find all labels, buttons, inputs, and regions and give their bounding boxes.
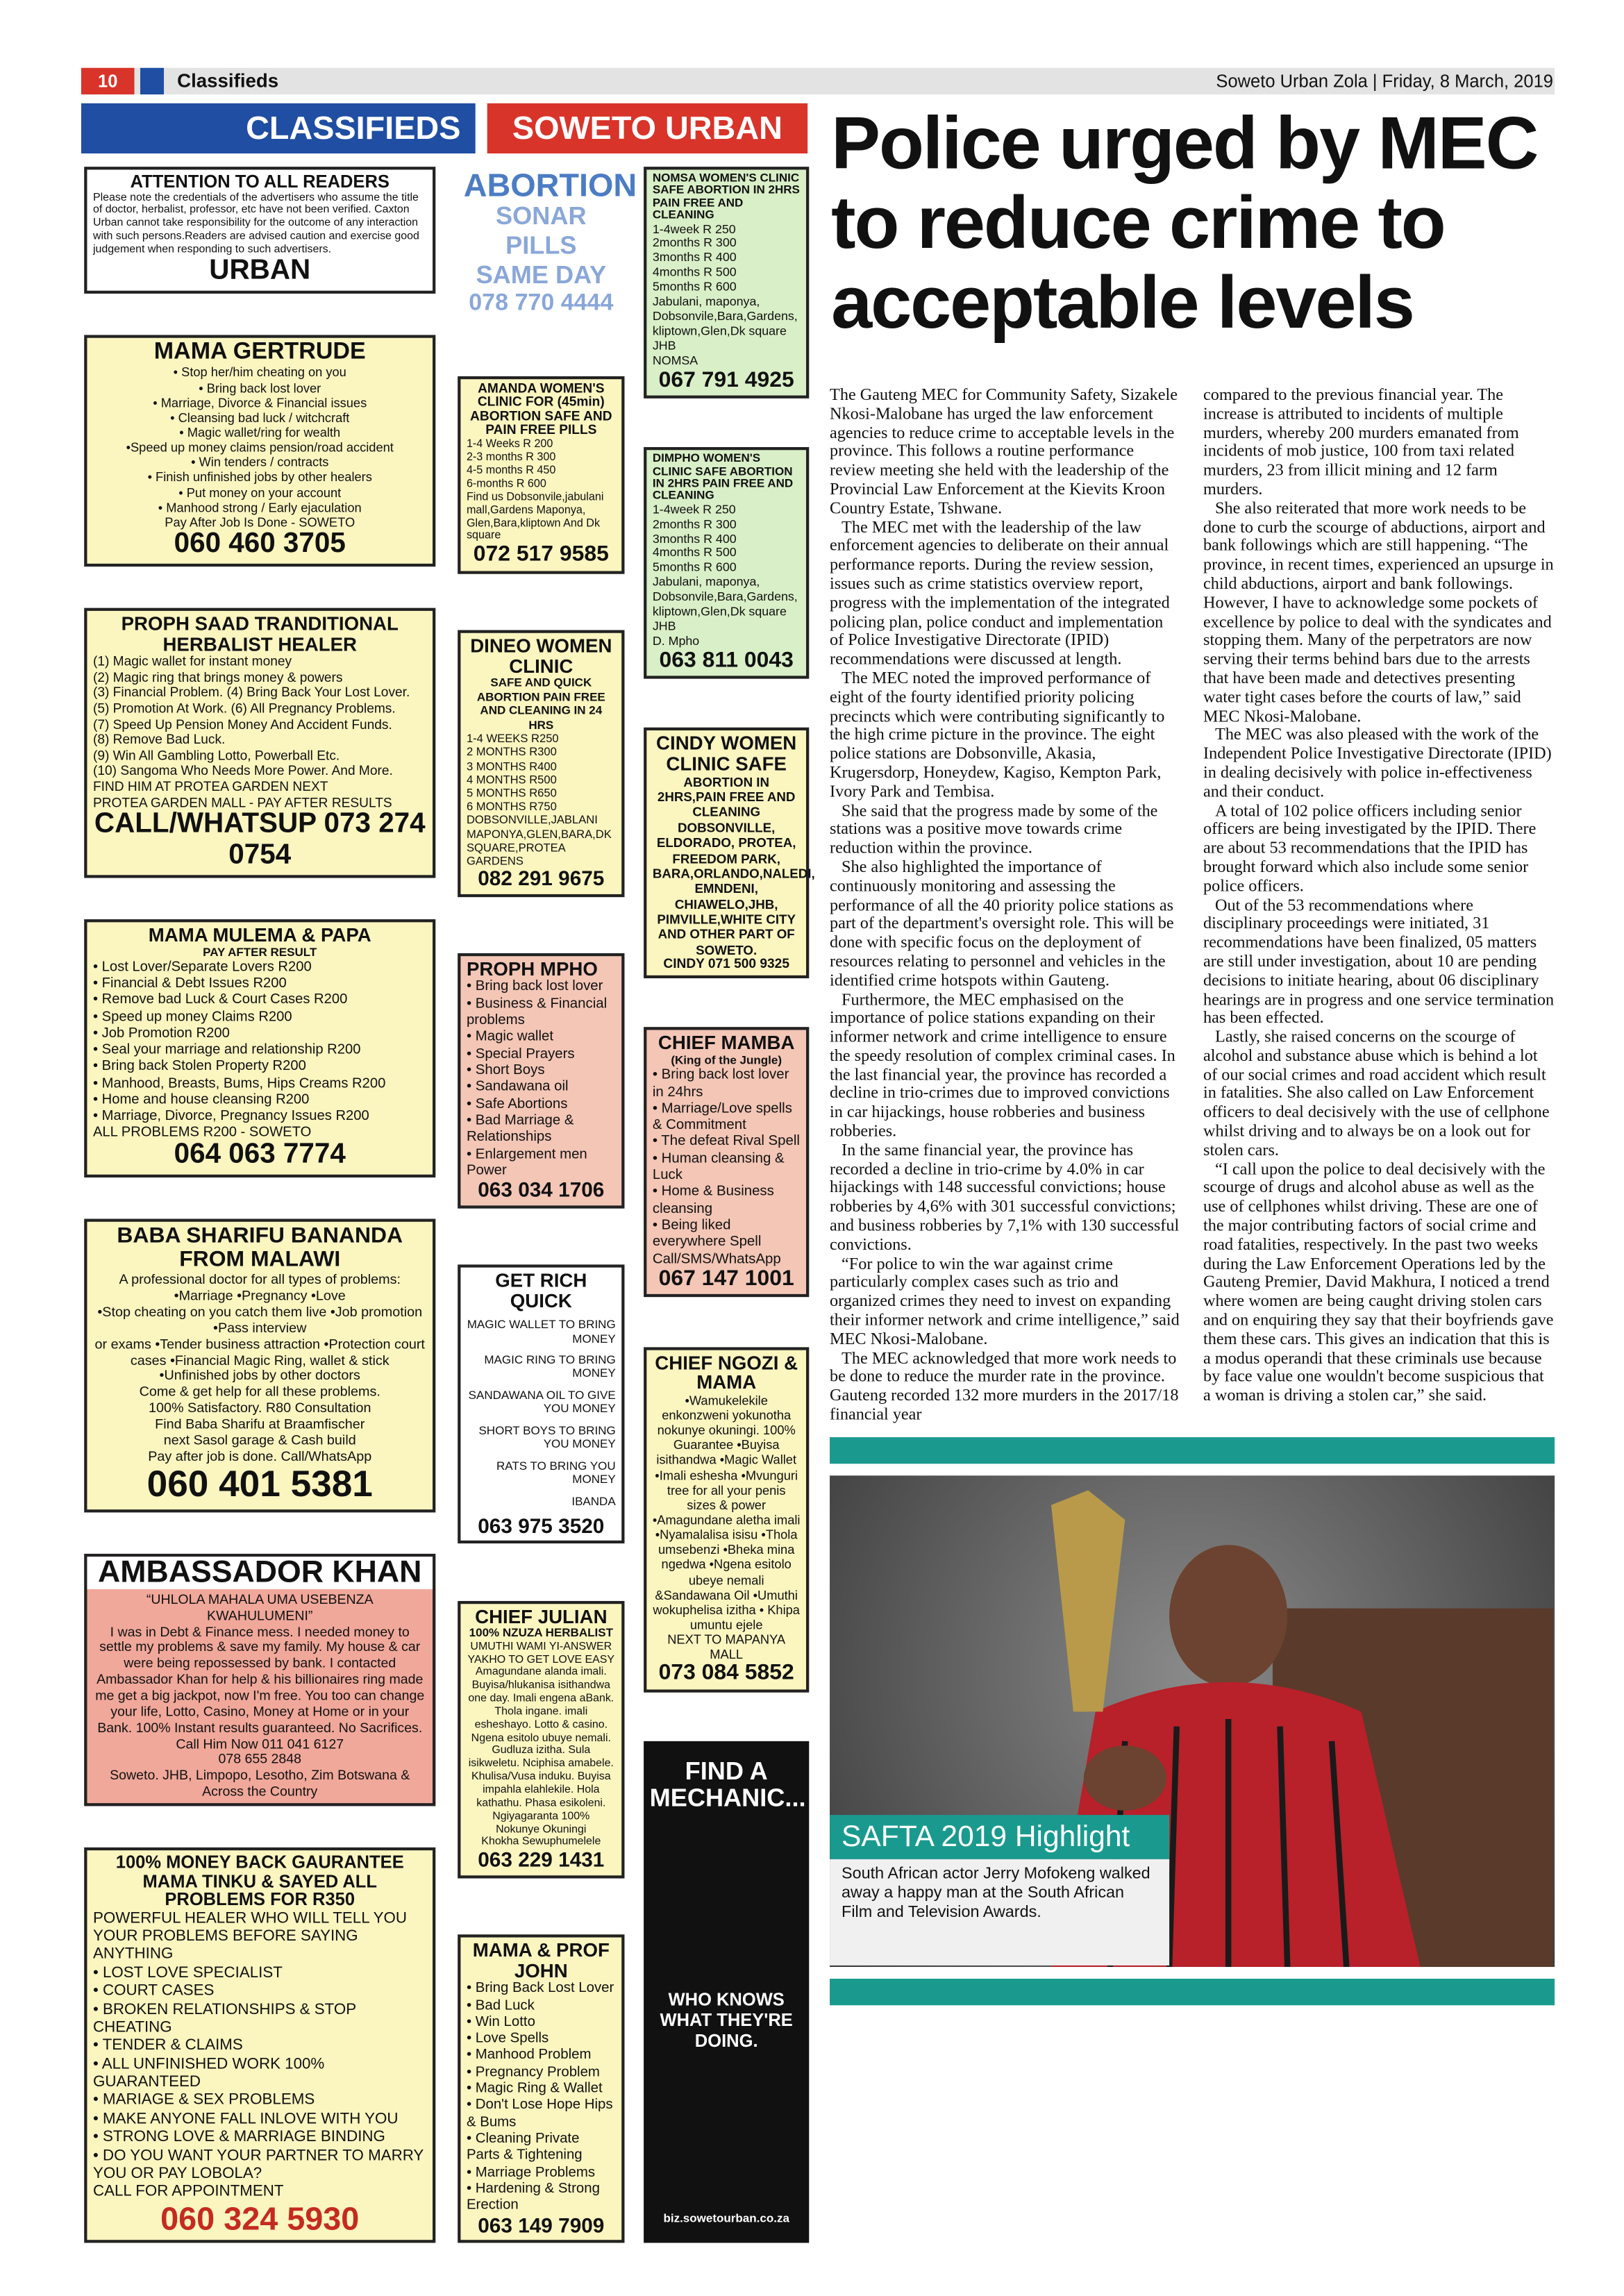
ad-line: • Financial & Debt Issues R200	[92, 975, 287, 992]
ad-phone: 063 149 7909	[478, 2213, 605, 2237]
ad-julian	[458, 1600, 624, 1877]
ad-title: CHIEF MAMBA	[658, 1031, 795, 1054]
ad-line: • Cleansing bad luck / witchcraft	[170, 410, 350, 425]
article-paragraph: The MEC acknowledged that more work needs to be done to reduce the murder rate in the province. Gauteng recorded 132 more murders in the 2017/18 financial year	[830, 1349, 1179, 1424]
ad-line: 4months R 500	[652, 265, 737, 280]
article-paragraph: “For police to win the war against crime particularly complex cases such as trio and organized crimes they need to invest on expanding their informer network and crime intelligence,” said MEC Nkosi-Malobane.	[830, 1255, 1180, 1349]
ad-line: Pay after job is done. Call/WhatsApp	[148, 1449, 372, 1464]
ad-line: • Enlargement men Power	[466, 1146, 587, 1179]
ad-line: Call/SMS/WhatsApp	[652, 1250, 781, 1267]
ad-line: ABORTION IN 2HRS,PAIN FREE AND CLEANING	[657, 774, 796, 820]
ad-line: Pay After Job Is Done - SOWETO	[165, 514, 355, 530]
ad-line: • Love Spells	[466, 2030, 549, 2047]
ad-line: CALL FOR APPOINTMENT	[92, 2183, 284, 2201]
ad-phone: CINDY 071 500 9325	[663, 956, 789, 971]
ad-line: SONAR	[496, 202, 587, 231]
ad-mamba	[644, 1028, 809, 1298]
ad-abortion	[458, 167, 637, 319]
ad-line: 2 MONTHS R300	[466, 746, 557, 760]
ad-line: Please note the credentials of the advertisers who assume the title of doctor, herbalist, professor, etc have not been verified. Caxton Urban cannot take responsibility for the outcome of any interaction with such persons.Readers are advised caution and exercise good judgement when responding to such advertisers.	[92, 190, 419, 255]
ad-line: • Safe Abortions	[466, 1096, 568, 1112]
ad-phone: biz.sowetourban.co.za	[663, 2212, 789, 2226]
ad-line: • Manhood strong / Early ejaculation	[158, 499, 362, 515]
ad-line: next Sasol garage & Cash build	[163, 1433, 356, 1448]
ad-mpho	[458, 953, 624, 1208]
ad-title: GET RICH QUICK	[495, 1268, 587, 1312]
article-column-2	[1203, 387, 1555, 1425]
ad-phone: 060 401 5381	[147, 1464, 373, 1506]
ad-line: • Speed up money Claims R200	[92, 1009, 292, 1025]
ad-line: • Marriage, Divorce & Financial issues	[153, 395, 367, 410]
ad-line: • STRONG LOVE & MARRIAGE BINDING	[92, 2128, 385, 2146]
ad-line: • DO YOU WANT YOUR PARTNER TO MARRY YOU OR PAY LOBOLA?	[92, 2146, 424, 2183]
ad-mulema	[84, 919, 435, 1178]
ad-line: 1-4week R 250	[652, 501, 736, 517]
ad-subtitle: (King of the Jungle)	[671, 1053, 782, 1067]
ad-subtitle: PAY AFTER RESULT	[203, 945, 317, 959]
ad-line: (2) Magic ring that brings money & powers	[92, 669, 343, 685]
soweto-urban-banner: SOWETO URBAN	[487, 103, 807, 153]
ad-line: • Bad Marriage & Relationships	[466, 1112, 574, 1146]
ad-title: NOMSA WOMEN'S CLINIC SAFE ABORTION IN 2HRS PAIN FREE AND CLEANING	[652, 171, 800, 222]
ad-line: • LOST LOVE SPECIALIST	[92, 1963, 283, 1981]
ad-title: DINEO WOMEN CLINIC	[470, 635, 612, 678]
ad-line: 2-3 months R 300	[466, 449, 556, 463]
ad-line: • Bring back lost lover in 24hrs	[652, 1067, 789, 1100]
ad-line: • Marriage, Divorce, Pregnancy Issues R200	[92, 1107, 369, 1125]
article-paragraph: She said that the progress made by some of the stations was a positive move towards crime reduction within the province.	[830, 802, 1158, 858]
ad-line: DOBSONVILLE, ELDORADO, PROTEA, FREEDOM PARK, BARA,ORLANDO,NALEDI, EMNDENI, CHIAWELO,JHB, PIMVILLE,WHITE CITY AND OTHER PART OF SOWETO.	[652, 820, 815, 957]
ad-phone: 067 147 1001	[658, 1266, 794, 1291]
ad-line: • The defeat Rival Spell	[652, 1134, 800, 1150]
ad-khan	[84, 1553, 435, 1806]
ads-column-3	[644, 167, 815, 2243]
ad-title: BABA SHARIFU BANANDA FROM MALAWI	[117, 1223, 403, 1272]
ad-line: 2months R 300	[652, 235, 737, 251]
ad-line: • Being liked everywhere Spell	[652, 1217, 762, 1250]
ad-line: (8) Remove Bad Luck.	[92, 732, 226, 747]
ads-column-1	[84, 167, 435, 2243]
ad-line: 1-4 Weeks R 200	[466, 436, 553, 450]
divider-bar	[830, 1437, 1555, 1464]
ad-line: Nokunye Okuningi	[496, 1821, 587, 1835]
article-column-1	[830, 387, 1181, 1425]
ad-line: • Home & Business cleansing	[652, 1184, 774, 1217]
ad-line: IBANDA	[571, 1493, 616, 1508]
ad-title: CHIEF JULIAN	[475, 1604, 608, 1627]
ad-line: • Don't Lose Hope Hips & Bums	[466, 2097, 613, 2131]
ad-line: UMUTHI WAMI YI-ANSWER YAKHO TO GET LOVE EASY	[467, 1639, 615, 1666]
ad-line: Khokha Sewuphumelele	[481, 1834, 601, 1848]
ad-title: ATTENTION TO ALL READERS	[130, 171, 390, 192]
photo-caption: South African actor Jerry Mofokeng walked away a happy man at the South African Film and Television Awards.	[830, 1859, 1169, 1966]
ad-line: • Hardening & Strong Erection	[466, 2181, 600, 2214]
article-paragraph: The Gauteng MEC for Community Safety, Sizakele Nkosi-Malobane has urged the law enforcement agencies to reduce crime to acceptable levels in the province. This follows a routine performance review meeting she held with the leadership of the Provincial Law Enforcement at the Kievits Kroon Country Estate, Tshwane.	[830, 386, 1178, 518]
ad-line: • BROKEN RELATIONSHIPS & STOP CHEATING	[92, 2000, 356, 2036]
ad-line: MAGIC WALLET TO BRING MONEY	[467, 1318, 616, 1346]
ad-phone: 063 811 0043	[659, 647, 794, 673]
section-marker	[140, 68, 164, 94]
ad-line: • Magic wallet	[466, 1029, 554, 1046]
ad-line: 3 MONTHS R400	[466, 759, 557, 773]
ad-john	[458, 1934, 624, 2243]
ad-line: 4months R 500	[652, 545, 737, 560]
ad-line: • Magic Ring & Wallet	[466, 2080, 603, 2097]
ad-line: 4 MONTHS R500	[466, 773, 557, 787]
ad-phone: 073 084 5852	[658, 1660, 794, 1686]
photo-jerry-mofokeng	[830, 1475, 1555, 1967]
ad-line: (5) Promotion At Work. (6) All Pregnancy Problems.	[92, 701, 396, 716]
ad-title: 100% MONEY BACK GAURANTEE MAMA TINKU & SAYED ALL PROBLEMS FOR R350	[115, 1852, 404, 1910]
ad-title: MAMA MULEMA & PAPA	[148, 923, 371, 946]
ad-phone: 078 770 4444	[469, 290, 614, 317]
ad-line: • Stop her/him cheating on you	[173, 364, 346, 380]
article-paragraph: compared to the previous financial year. The increase is attributed to incidents of multiple murders, whereby 200 murders emanated from incidents of mob justice, 100 from taxi related murders, 23 from illicit mining and 12 farm murders.	[1203, 386, 1519, 499]
ad-phone: 063 034 1706	[478, 1178, 605, 1202]
ad-saad	[84, 607, 435, 878]
ad-line: • Finish unfinished jobs by other healers	[147, 469, 372, 485]
article-paragraph: Lastly, she raised concerns on the scourge of alcohol and substance abuse which is behind a lot of our social crimes and road accident which result in fatalities. She also called on Law Enforcement officers to deal decisively with the use of cellphone whilst driving and to always be on a look out for stolen cars.	[1203, 1028, 1550, 1160]
ad-line: Ngiyagaranta 100%	[492, 1808, 590, 1822]
article-headline: Police urged by MEC to reduce crime to acceptable levels	[831, 101, 1538, 344]
ad-line: • Bring back lost lover	[466, 979, 603, 996]
ad-line: • ALL UNFINISHED WORK 100% GUARANTEED	[92, 2054, 325, 2091]
ad-line: •Wamukelekile enkonzweni yokunotha nokunye okuningi. 100% Guarantee •Buyisa isithandwa •Magic Wallet •Imali eshesha •Mvunguri tree for all your penis sizes & power •Amagundane aletha imali •Nyamalalisa isisu •Thola umsebenzi •Bheka mina ngedwa •Ngena esitolo ubeye nemali &Sandawana Oil •Umuthi wokuphelisa izitha • Khipa umuntu ejele	[652, 1392, 801, 1632]
ad-line: ALL PROBLEMS R200 - SOWETO	[92, 1124, 312, 1141]
dateline: Soweto Urban Zola | Friday, 8 March, 2019	[1216, 71, 1553, 92]
ad-line: • Seal your marriage and relationship R200	[92, 1041, 361, 1059]
ad-title: FIND A MECHANIC...	[649, 1757, 806, 1812]
ad-title: AMANDA WOMEN'S CLINIC FOR (45min) ABORTION SAFE AND PAIN FREE PILLS	[470, 380, 612, 437]
ad-line: SHORT BOYS TO BRING YOU MONEY	[478, 1423, 616, 1451]
ad-line: • Home and house cleansing R200	[92, 1091, 310, 1108]
ad-line: Amagundane alanda imali. Buyisa/hlukanisa isithandwa one day. Imali engena aBank. Thola ingane. imali esheshayo. Lotto & casino. Ngena esitolo ubuye nemali. Gudluza izitha. Sula isikweletu. Nciphisa amabele. Khulisa/Vusa induku. Buyisa impahla elahlekile. Hola kathathu. Phasa esikoleni.	[468, 1665, 614, 1809]
article-paragraph: The MEC noted the improved performance of eight of the fourty identified priority policing precincts which were contributing significantly to the high crime picture in the province. The eight police stations are Dobsonville, Akasia, Krugersdorp, Honeydew, Kagiso, Kempton Park, Ivory Park and Tembisa.	[830, 669, 1165, 801]
ad-title: CINDY WOMEN CLINIC SAFE	[656, 732, 797, 775]
ad-gertrude	[84, 335, 435, 567]
ad-line: 5months R 600	[652, 279, 737, 294]
ad-ngozi	[644, 1346, 809, 1692]
page-number: 10	[81, 68, 135, 94]
ad-line: • Win tenders / contracts	[191, 455, 329, 470]
ad-line: POWERFUL HEALER WHO WILL TELL YOU YOUR PROBLEMS BEFORE SAYING ANYTHING	[92, 1909, 407, 1963]
ad-line: D. Mpho	[652, 632, 700, 648]
ad-line: • Business & Financial problems	[466, 996, 608, 1029]
ad-sharifu	[84, 1219, 435, 1512]
ad-line: •Stop cheating on you catch them live •Job promotion •Pass interview	[97, 1303, 423, 1335]
ad-line: Come & get help for all these problems.	[139, 1384, 380, 1400]
ad-title: PROPH MPHO	[466, 957, 598, 980]
ad-line: • Manhood, Breasts, Bums, Hips Creams R200	[92, 1075, 386, 1091]
ad-line: (9) Win All Gambling Lotto, Powerball Etc.	[92, 748, 340, 763]
ad-line: • Special Prayers	[466, 1046, 575, 1062]
ad-line: • Put money on your account	[178, 485, 342, 500]
ad-line: • TENDER & CLAIMS	[92, 2036, 243, 2055]
ad-title: MAMA GERTRUDE	[153, 339, 366, 364]
ad-phone: 063 229 1431	[478, 1847, 605, 1872]
ad-phone: 060 460 3705	[174, 528, 346, 560]
ad-line: or exams •Tender business attraction •Protection court cases •Financial Magic Ring, wallet & stick	[94, 1336, 425, 1368]
ad-cindy	[644, 728, 815, 979]
ad-title: MAMA & PROF JOHN	[472, 1938, 610, 1981]
article-paragraph: She also highlighted the importance of continuously monitoring and assessing the performance of all the 40 priority police stations as part of the department's oversight role. This will be done with specific focus on the deployment of resources relating to personnel and vehicles in the identified crime hotspots within Gauteng.	[830, 858, 1174, 990]
ad-subtitle: SAFE AND QUICK ABORTION PAIN FREE AND CLEANING IN 24 HRS	[476, 676, 605, 732]
article-paragraph: The MEC was also pleased with the work of the Independent Police Investigative Directorate (IPID) in dealing decisively with police in-effectiveness and their conduct.	[1203, 726, 1552, 801]
ad-line: Jabulani, maponya, Dobsonvile,Bara,Gardens, kliptown,Glen,Dk square JHB	[652, 574, 798, 633]
article-paragraph: Out of the 53 recommendations where disciplinary proceedings were initiated, 31 recommendations have been finalized, 05 matters are still under investigation, about 10 are pending decisions to initiate hearing, about 06 disciplinary hearings are in progress and one service termination has been effected.	[1203, 896, 1555, 1028]
ad-line: • Marriage Problems	[466, 2164, 596, 2181]
ad-line: 6 MONTHS R750	[466, 800, 557, 814]
ad-line: • Human cleansing & Luck	[652, 1150, 785, 1184]
ad-phone: 063 975 3520	[478, 1514, 605, 1538]
ad-phone: 060 324 5930	[160, 2199, 360, 2237]
ad-line: Find us Dobsonvile,jabulani mall,Gardens Maponya, Glen,Bara,kliptown And Dk square	[466, 489, 604, 542]
ad-title: AMBASSADOR KHAN	[87, 1557, 433, 1589]
ad-line: 6-months R 600	[466, 476, 546, 489]
ad-line: RATS TO BRING YOU MONEY	[496, 1459, 616, 1486]
ad-line: • MAKE ANYONE FALL INLOVE WITH YOU	[92, 2109, 399, 2128]
ad-line: • Bring back Stolen Property R200	[92, 1058, 306, 1075]
ad-title: PROPH SAAD TRANDITIONAL HERBALIST HEALER	[121, 612, 399, 655]
ad-line: Jabulani, maponya, Dobsonvile,Bara,Gardens, kliptown,Glen,Dk square JHB	[652, 294, 798, 353]
ad-line: • Bring Back Lost Lover	[466, 1980, 614, 1997]
ad-line: 3months R 400	[652, 530, 737, 546]
ad-line: Find Baba Sharifu at Braamfischer	[155, 1417, 365, 1432]
ad-line: • Manhood Problem	[466, 2047, 592, 2064]
ad-attention	[84, 167, 435, 293]
article-paragraph: Furthermore, the MEC emphasised on the importance of police stations expanding on their informer network and crime intelligence to ensure the speedy resolution of complex criminal cases. In the last financial year, the province has recorded a decline in trio-crimes due to improved convictions in car hijackings, house robberies and business robberies.	[830, 991, 1175, 1141]
article-paragraph: A total of 102 police officers including senior officers are being investigated by the IPID. There are about 53 recommendations that the IPID has brought forward which also include some senior police officers.	[1203, 802, 1537, 896]
ad-line: “UHLOLA MAHALA UMA USEBENZA KWAHULUMENI”	[146, 1591, 374, 1623]
ad-line: 5months R 600	[652, 560, 737, 575]
ad-line: Soweto. JHB, Limpopo, Lesotho, Zim Botswana & Across the Country	[110, 1768, 410, 1800]
ad-phone: 064 063 7774	[174, 1139, 346, 1171]
ad-line: 100% Satisfactory. R80 Consultation	[148, 1400, 371, 1416]
ad-line: 078 655 2848	[218, 1752, 301, 1767]
photo-caption-title: SAFTA 2019 Highlight	[830, 1815, 1169, 1859]
ad-line: NEXT TO MAPANYA MALL	[667, 1632, 786, 1662]
ad-nomsa	[644, 167, 809, 399]
ad-line: DOBSONVILLE,JABLANI MAPONYA,GLEN,BARA,DK SQUARE,PROTEA GARDENS	[466, 813, 612, 868]
ad-line: • Bring back lost lover	[199, 380, 321, 395]
ad-line: 1-4week R 250	[652, 220, 736, 236]
ad-title: DIMPHO WOMEN'S CLINIC SAFE ABORTION IN 2HRS PAIN FREE AND CLEANING	[652, 451, 794, 503]
article-paragraph: She also reiterated that more work needs to be done to curb the scourge of abductions, airport and bank followings which are still happening. “The province, in recent times, experienced an upsurge in child abductions, airport and bank followings. However, I have to acknowledge some pockets of excellence by police to deal with the syndicates and stopping them. Many of the perpetrators are now serving their terms behind bars due to the arrests that have been made and detectives presenting water tight cases before the courts of law,” said MEC Nkosi-Malobane.	[1203, 500, 1554, 726]
ad-line: • Job Promotion R200	[92, 1025, 230, 1042]
ad-phone: 072 517 9585	[473, 542, 609, 567]
ad-line: (10) Sangoma Who Needs More Power. And More.	[92, 763, 393, 778]
ad-getrich	[458, 1264, 624, 1544]
classifieds-banner: CLASSIFIEDS	[81, 103, 476, 153]
ad-line: •Marriage •Pregnancy •Love	[174, 1287, 346, 1302]
ad-line: • Bad Luck	[466, 1997, 535, 2014]
ad-line: 1-4 WEEKS R250	[466, 732, 559, 746]
article-paragraph: In the same financial year, the province has recorded a decline in trio-crime by 4.0% in car hijackings with 148 successful convictions; house robberies by 4,6% with 301 successful convictions; and business robberies by 7,1% with 130 successful convictions.	[830, 1141, 1180, 1255]
ad-line: • Magic wallet/ring for wealth	[179, 425, 341, 440]
ads-column-2	[458, 167, 637, 2243]
ad-mechanic	[644, 1741, 809, 2243]
ad-line: 4-5 months R 450	[466, 462, 556, 476]
ad-line: NOMSA	[652, 352, 698, 367]
ad-line: • MARIAGE & SEX PROBLEMS	[92, 2091, 315, 2110]
ad-line: (7) Speed Up Pension Money And Accident Funds.	[92, 717, 392, 732]
ad-line: 3months R 400	[652, 249, 737, 265]
ad-tinku	[84, 1847, 435, 2243]
ad-phone: URBAN	[209, 255, 311, 286]
ad-line: •Unfinished jobs by other doctors	[159, 1368, 360, 1384]
ad-title: ABORTION	[463, 167, 637, 204]
ad-line: • Pregnancy Problem	[466, 2063, 600, 2081]
ad-phone: 067 791 4925	[658, 367, 794, 392]
ad-line: • Remove bad Luck & Court Cases R200	[92, 992, 348, 1009]
ad-line: FIND HIM AT PROTEA GARDEN NEXT	[92, 779, 328, 794]
article-paragraph: The MEC met with the leadership of the law enforcement agencies to deliberate on their annual performance reports. During the review session, issues such as crime statistics overview report, progress with the implementation of the integrated policing plan, police conduct and implementation of Police Investigative Directorate (IPID) recommendations were discussed at length.	[830, 519, 1170, 669]
divider-bar	[830, 1979, 1555, 2005]
ad-line: SAME DAY	[476, 261, 607, 290]
ad-line: 5 MONTHS R650	[466, 786, 557, 800]
ad-dineo	[458, 630, 624, 896]
ad-line: • Cleaning Private Parts & Tightening	[466, 2130, 583, 2164]
ad-line: Call Him Now 011 041 6127	[176, 1736, 344, 1751]
ad-line: • Marriage/Love spells & Commitment	[652, 1100, 792, 1134]
ad-phone: CALL/WHATSUP 073 274 0754	[94, 809, 426, 871]
ad-line: A professional doctor for all types of problems:	[119, 1271, 401, 1287]
ad-line: •Speed up money claims pension/road accident	[126, 439, 394, 455]
ad-line: MAGIC RING TO BRING MONEY	[484, 1352, 616, 1381]
ad-line: PILLS	[505, 231, 577, 260]
ad-phone: 082 291 9675	[478, 866, 605, 890]
article	[830, 387, 1555, 2005]
ad-amanda	[458, 376, 624, 574]
ad-line: • Lost Lover/Separate Lovers R200	[92, 959, 312, 975]
ad-line: • Win Lotto	[466, 2013, 535, 2031]
ad-line: (1) Magic wallet for instant money	[92, 653, 292, 669]
ad-dimpho	[644, 447, 809, 679]
ad-line: • COURT CASES	[92, 1981, 215, 2000]
ad-subtitle: 100% NZUZA HERBALIST	[469, 1626, 613, 1640]
ad-line: (3) Financial Problem. (4) Bring Back Your Lost Lover.	[92, 685, 410, 701]
ad-title: CHIEF NGOZI & MAMA	[655, 1350, 798, 1393]
ad-line: • Short Boys	[466, 1062, 545, 1079]
article-paragraph: “I call upon the police to deal decisively with the scourge of drugs and alcohol abuse as well as the use of cellphones whilst driving. These are one of the major contributing factors of social crime and road fatalities, respectively. In the past two weeks during the Law Enforcement Operations led by the Gauteng Premier, David Makhura, I noticed a trend where women are being caught driving stolen cars and on enquiring they say that their boyfriends gave them these cars. This gives an indication that this is a modus operandi that these criminals use because by face value one wouldn't become suspicious that a woman is driving a stolen car,” she said.	[1203, 1160, 1554, 1405]
section-name: Classifieds	[177, 69, 279, 92]
ad-line: • Sandawana oil	[466, 1079, 569, 1096]
ad-line: WHO KNOWS WHAT THEY'RE DOING.	[660, 1988, 793, 2052]
ad-line: 2months R 300	[652, 516, 737, 531]
ad-line: SANDAWANA OIL TO GIVE YOU MONEY	[468, 1388, 616, 1416]
ad-line: I was in Debt & Finance mess. I needed money to settle my problems & save my family. My house & car were being repossessed by bank. I contacted Ambassador Khan for help & his billionaires ring made me get a big jackpot, now I'm free. You too can change your life, Lotto, Casino, Money at Home or in your Bank. 100% Instant results guaranteed. No Sacrifices.	[95, 1623, 425, 1735]
article-body	[830, 387, 1555, 1425]
ad-line: PROTEA GARDEN MALL - PAY AFTER RESULTS	[92, 794, 392, 810]
